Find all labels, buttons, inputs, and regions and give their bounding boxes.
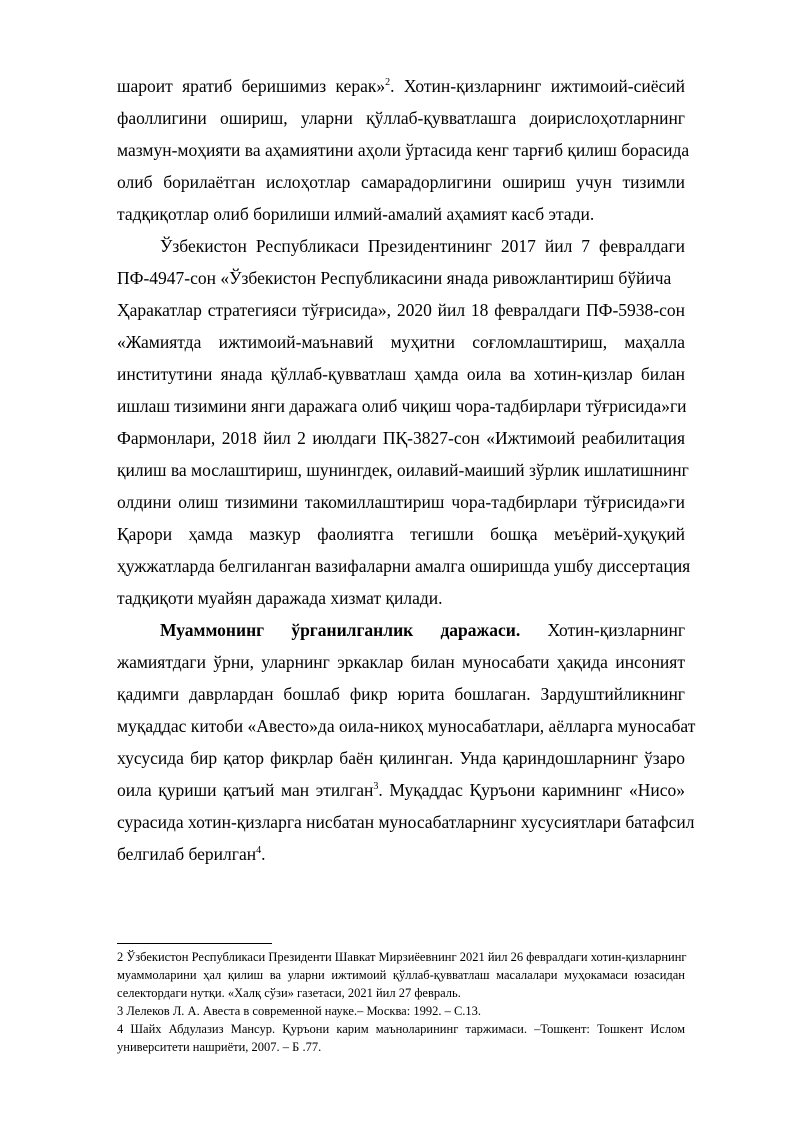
paragraph-line [117,614,685,646]
text-segment: белгилаб берилган [117,844,257,864]
paragraph-line [117,838,685,870]
footnotes [117,948,685,1056]
text-segment: . Муқаддас Қуръони каримнинг «Нисо» [378,780,685,800]
paragraph-line: қилиш ва мослаштириш, шунингдек, оилавий-маиший зўрлик ишлатишнинг [117,460,689,480]
footnote-line: 2 Ўзбекистон Республикаси Президенти Шавкат Мирзиёевнинг 2021 йил 26 февралдаги хотин-қизларнинг [117,950,687,964]
paragraph-line: қадимги даврлардан бошлаб фикр юрита бошлаган. Зардуштийликнинг [117,684,685,704]
footnote-line: 3 Лелеков Л. А. Авеста в современной науке.– Москва: 1992. – С.13. [117,1004,482,1018]
text-segment: . [261,844,266,864]
paragraph-line: тадқиқотлар олиб борилиши илмий-амалий аҳамият касб этади. [117,204,595,224]
paragraph-line: Қарори ҳамда мазкур фаолиятга тегишли бошқа меъёрий-ҳуқуқий [117,524,685,544]
paragraph-line: Ўзбекистон Республикаси Президентининг 2017 йил 7 февралдаги [160,236,685,256]
footnote-ref[interactable]: 3 [373,781,379,793]
footnote-ref[interactable]: 4 [256,845,262,857]
paragraph-line: институтини янада қўллаб-қувватлаш ҳамда оила ва хотин-қизлар билан [117,364,685,384]
text-segment: оила қуриши қатъий ман этилган [117,780,374,800]
section-heading: Муаммонинг ўрганилганлик даражаси. [160,620,521,640]
footnote-line: селектордаги нутқи. «Халқ сўзи» газетаси, 2021 йил 27 февраль. [117,986,461,1000]
text-segment: Хотин-қизларнинг [547,620,686,640]
paragraph-line [117,70,685,102]
footnote-line: университети нашриёти, 2007. – Б .77. [117,1040,322,1054]
paragraph-line [117,774,685,806]
paragraph-line: муқаддас китоби «Авесто»да оила-никоҳ муносабатлари, аёлларга муносабат [117,716,696,736]
paragraph-line: Фармонлари, 2018 йил 2 июлдаги ПҚ-3827-сон «Ижтимоий реабилитация [117,428,685,448]
paragraph-line: сурасида хотин-қизларга нисбатан муносабатларнинг хусусиятлари батафсил [117,812,695,832]
paragraph-line: фаоллигини ошириш, уларни қўллаб-қувватлашга доирислоҳотларнинг [117,108,685,128]
text-segment: шароит яратиб беришимиз керак» [117,76,386,96]
paragraph-line: жамиятдаги ўрни, уларнинг эркаклар билан муносабати ҳақида инсоният [117,652,685,672]
paragraph-line: «Жамиятда ижтимоий-маънавий муҳитни соғломлаштириш, маҳалла [117,332,685,352]
paragraph-line: мазмун-моҳияти ва аҳамиятини аҳоли ўртасида кенг тарғиб қилиш борасида [117,140,690,160]
paragraph-line: тадқиқоти муайян даражада хизмат қилади. [117,588,443,608]
footnote-line: муаммоларини ҳал қилиш ва уларни ижтимоий қўллаб-қувватлаш масалалари муҳокамаси юзасидан [117,968,685,982]
paragraph-line: Ҳаракатлар стратегияси тўғрисида», 2020 йил 18 февралдаги ПФ-5938-сон [117,300,685,320]
paragraph-line: ПФ-4947-сон «Ўзбекистон Республикасини янада ривожлантириш бўйича [117,268,672,288]
footnote-ref[interactable]: 2 [385,77,391,89]
document-body [117,70,696,870]
paragraph-line: хусусида бир қатор фикрлар баён қилинган. Унда қариндошларнинг ўзаро [117,748,685,768]
paragraph-line: олдини олиш тизимини такомиллаштириш чора-тадбирлари тўғрисида»ги [117,492,685,512]
paragraph-line: олиб борилаётган ислоҳотлар самарадорлигини ошириш учун тизимли [117,172,685,192]
footnote-line: 4 Шайх Абдулазиз Мансур. Қуръони карим маъноларининг таржимаси. –Тошкент: Тошкент Ислом [117,1022,685,1036]
paragraph-line: ҳужжатларда белгиланган вазифаларни амалга оширишда ушбу диссертация [117,556,691,576]
footnote-separator [117,943,272,944]
paragraph-line: ишлаш тизимини янги даражага олиб чиқиш чора-тадбирлари тўғрисида»ги [117,396,687,416]
text-segment: . Хотин-қизларнинг ижтимоий-сиёсий [390,76,685,96]
